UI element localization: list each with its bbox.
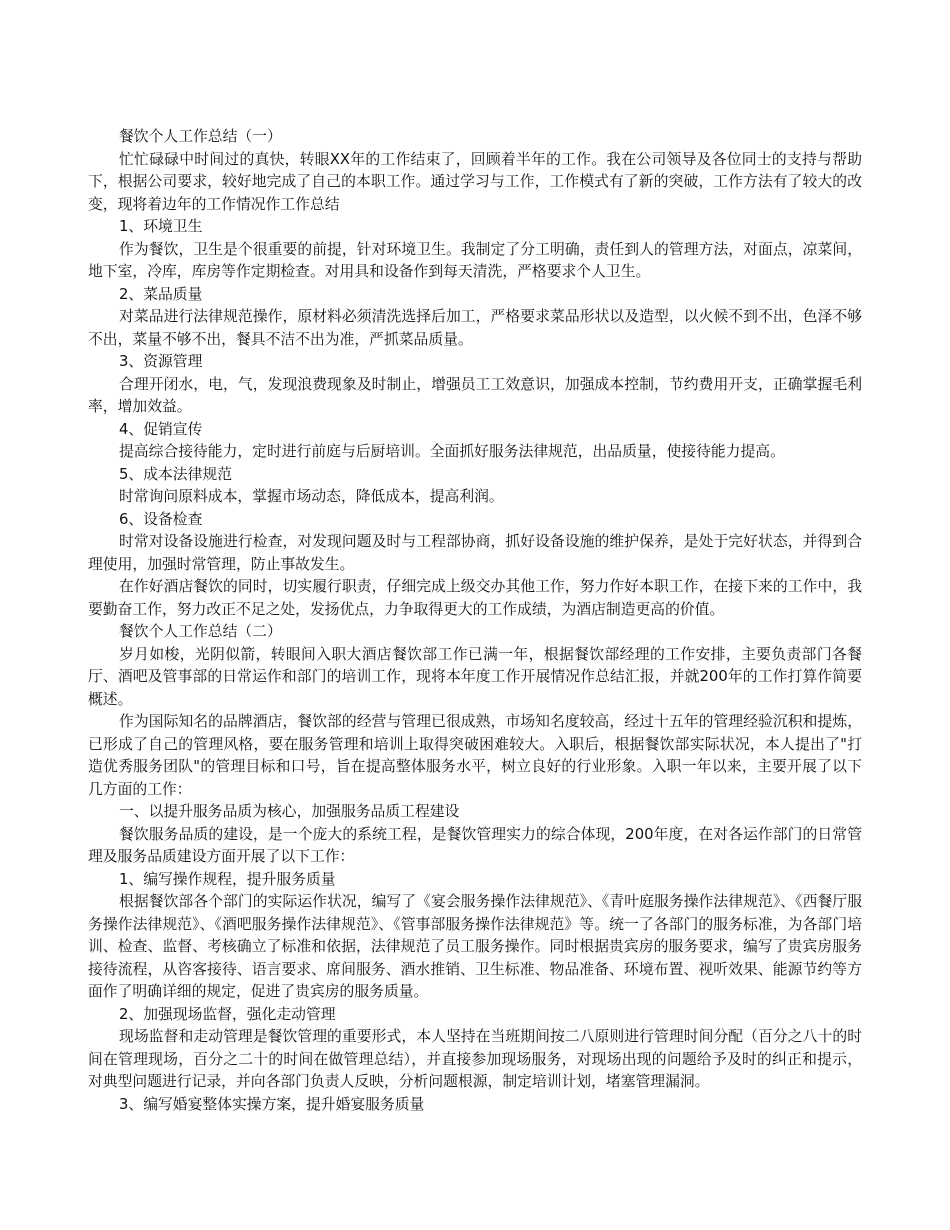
heading-operating-procedures: 1、编写操作规程，提升服务质量 xyxy=(119,870,336,888)
paragraph-operating-procedures: 根据餐饮部各个部门的实际运作状况，编写了《宴会服务操作法律规范》、《青叶庭服务操作法律规范》、《西餐厅服务操作法律规范》、《酒吧服务操作法律规范》、《管事部服务操作法律规范》等。统一了各部门的服务标准，为各部门培训、检查、监督、考核确立了标准和依据，法律规范了员工服务操作。同时根据贵宾房的服务要求，编写了贵宾房服务接待流程，从咨客接待、语言要求、席间服务、酒水推销、卫生标准、物品准备、环境布置、视听效果、能源节约等方面作了明确详细的规定，促进了贵宾房的服务质量。 xyxy=(88,893,862,1000)
paragraph-hotel-background: 作为国际知名的品牌酒店，餐饮部的经营与管理已很成熟，市场知名度较高，经过十五年的管理经验沉积和提炼，已形成了自己的管理风格，要在服务管理和培训上取得突破困难较大。入职后，根据餐饮部实际状况，本人提出了"打造优秀服务团队"的管理目标和口号，旨在提高整体服务水平，树立良好的行业形象。入职一年以来，主要开展了以下几方面的工作： xyxy=(88,713,862,798)
paragraph-on-site-supervision: 现场监督和走动管理是餐饮管理的重要形式，本人坚持在当班期间按二八原则进行管理时间分配（百分之八十的时间在管理现场，百分之二十的时间在做管理总结），并直接参加现场服务，对现场出现的问题给予及时的纠正和提示，对典型问题进行记录，并向各部门负责人反映，分析问题根源，制定培训计划，堵塞管理漏洞。 xyxy=(88,1028,862,1090)
section-title-1: 餐饮个人工作总结（一） xyxy=(119,128,282,145)
intro-paragraph-2: 岁月如梭，光阴似箭，转眼间入职大酒店餐饮部工作已满一年，根据餐饮部经理的工作安排，主要负责部门各餐厅、酒吧及管事部的日常运作和部门的培训工作，现将本年度工作开展情况作总结汇报，并就200年的工作打算作简要概述。 xyxy=(88,645,862,708)
section-title-2: 餐饮个人工作总结（二） xyxy=(119,623,282,640)
heading-equipment-check: 6、设备检查 xyxy=(119,510,203,528)
closing-paragraph-1: 在作好酒店餐饮的同时，切实履行职责，仔细完成上级交办其他工作，努力作好本职工作，在接下来的工作中，我要勤奋工作，努力改正不足之处，发扬优点，力争取得更大的工作成绩，为酒店制造更高的价值。 xyxy=(88,578,862,618)
document-page xyxy=(88,126,862,1116)
heading-dish-quality: 2、菜品质量 xyxy=(119,285,203,303)
heading-cost-standards: 5、成本法律规范 xyxy=(119,465,232,483)
heading-resource-management: 3、资源管理 xyxy=(119,353,203,370)
heading-wedding-banquet: 3、编写婚宴整体实操方案，提升婚宴服务质量 xyxy=(119,1095,425,1113)
paragraph-environment-hygiene: 作为餐饮，卫生是个很重要的前提，针对环境卫生。我制定了分工明确，责任到人的管理方法，对面点，凉菜间，地下室，冷库，库房等作定期检查。对用具和设备作到每天清洗，严格要求个人卫生。 xyxy=(88,240,862,280)
paragraph-equipment-check: 时常对设备设施进行检查，对发现问题及时与工程部协商，抓好设备设施的维护保养，是处于完好状态，并得到合理使用，加强时常管理，防止事故发生。 xyxy=(88,533,862,573)
paragraph-resource-management: 合理开闭水，电，气，发现浪费现象及时制止，增强员工工效意识，加强成本控制，节约费用开支，正确掌握毛利率，增加效益。 xyxy=(88,375,862,415)
heading-service-quality-core: 一、以提升服务品质为核心，加强服务品质工程建设 xyxy=(119,803,460,820)
intro-paragraph-1: 忙忙碌碌中时间过的真快，转眼XX年的工作结束了，回顾着半年的工作。我在公司领导及各位同士的支持与帮助下，根据公司要求，较好地完成了自己的本职工作。通过学习与工作，工作模式有了新的突破，工作方法有了较大的改变，现将着边年的工作情况作工作总结 xyxy=(88,150,862,213)
paragraph-cost-standards: 时常询问原料成本，掌握市场动态，降低成本，提高利润。 xyxy=(119,488,504,505)
paragraph-dish-quality: 对菜品进行法律规范操作，原材料必须清洗选择后加工，严格要求菜品形状以及造型，以火候不到不出，色泽不够不出，菜量不够不出，餐具不洁不出为准，严抓菜品质量。 xyxy=(88,308,862,348)
paragraph-promotion: 提高综合接待能力，定时进行前庭与后厨培训。全面抓好服务法律规范，出品质量，使接待能力提高。 xyxy=(119,443,785,460)
heading-on-site-supervision: 2、加强现场监督，强化走动管理 xyxy=(119,1005,336,1023)
heading-promotion: 4、促销宣传 xyxy=(119,420,203,438)
heading-environment-hygiene: 1、环境卫生 xyxy=(119,218,203,235)
paragraph-service-quality: 餐饮服务品质的建设，是一个庞大的系统工程，是餐饮管理实力的综合体现，200年度，在对各运作部门的日常管理及服务品质建设方面开展了以下工作： xyxy=(88,825,862,865)
